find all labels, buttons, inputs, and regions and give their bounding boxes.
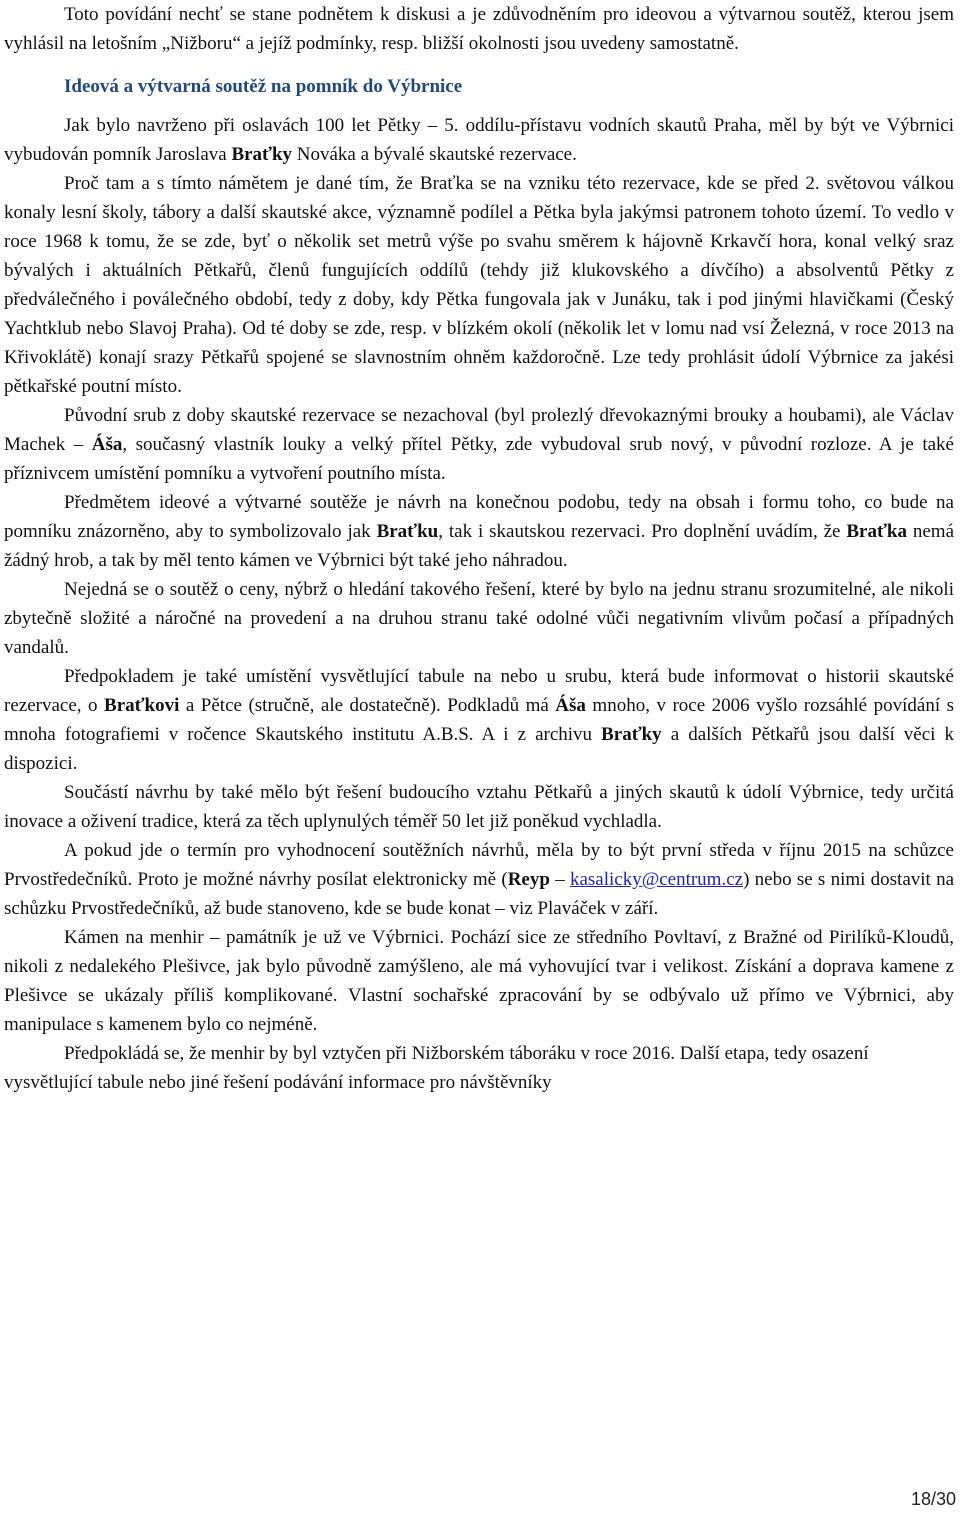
bold-name-bratku: Braťku [376, 521, 439, 542]
paragraph-4-text-c: , tak i skautskou rezervaci. Pro doplnění uvádím, že [438, 521, 847, 542]
paragraph-4-text-e: nemá žádný hrob, a tak by měl tento kámen ve Výbrnici být také jeho náhradou. [4, 521, 954, 571]
page-number: 18/30 [910, 1489, 956, 1509]
paragraph-7: Součástí návrhu by také mělo být řešení budoucího vztahu Pětkařů a jiných skautů k údolí Výbrnice, tedy určitá inovace a oživení tradice, která za těch uplynulých téměř 50 let již poněkud vychladla. [4, 782, 954, 832]
paragraph-8 [4, 836, 954, 923]
paragraph-1 [4, 111, 954, 169]
bold-name-bratkovi: Braťkovi [104, 695, 180, 716]
paragraph-8-text-a: A pokud jde o termín pro vyhodnocení soutěžních návrhů, měla by to být první středa v říjnu 2015 na schůzce Prvostředečníků. Proto je možné návrhy posílat elektronicky mě ( [4, 840, 954, 890]
paragraph-4-text-a: Předmětem ideové a výtvarné soutěže je návrh na konečnou podobu, tedy na obsah i formu toho, co bude na pomníku znázorněno, aby to symbolizovalo jak [4, 492, 954, 542]
document-page [4, 0, 954, 1097]
paragraph-3-text-c: , současný vlastník louky a velký přítel Pětky, zde vybudoval srub nový, v původní rozloze. A je také příznivcem umístění pomníku a vytvoření poutního místa. [4, 434, 954, 484]
bold-name-asa-2: Áša [555, 695, 586, 716]
paragraph-6-text-a: Předpokladem je také umístění vysvětlující tabule na nebo u srubu, která bude informovat o historii skautské rezervace, o [4, 666, 954, 716]
bold-name-bratka: Braťky [231, 144, 293, 165]
paragraph-2: Proč tam a s tímto námětem je dané tím, že Braťka se na vzniku této rezervace, kde se před 2. světovou válkou konaly lesní školy, tábory a další skautské akce, významně podílel a Pětka byla jakýmsi patronem tohoto území. To vedlo v roce 1968 k tomu, že se zde, byť o několik set metrů výše po svahu směrem k hájovně Krkavčí hora, konal velký sraz bývalých i aktuálních Pětkařů, členů fungujících oddílů (tehdy již klukovského a dívčího) a absolventů Pětky z předválečného i poválečného období, tedy z doby, kdy Pětka fungovala jak v Junáku, tak i pod jinými hlavičkami (Český Yachtklub nebo Slavoj Praha). Od té doby se zde, resp. v blízkém okolí (několik let v lomu nad vsí Železná, v roce 2013 na Křivoklátě) konají srazy Pětkařů spojené se slavnostním ohněm každoročně. Lze tedy prohlásit údolí Výbrnice za jakési pětkařské poutní místo. [4, 173, 954, 397]
email-link[interactable]: kasalicky@centrum.cz [569, 869, 744, 890]
intro-text: Toto povídání nechť se stane podnětem k diskusi a je zdůvodněním pro ideovou a výtvarnou soutěž, kterou jsem vyhlásil na letošním „Nižboru“ a jejíž podmínky, resp. bližší okolnosti jsou uvedeny samostatně. [4, 4, 954, 54]
paragraph-3 [4, 401, 954, 488]
paragraph-1-text-a: Jak bylo navrženo při oslavách 100 let Pětky – 5. oddílu-přístavu vodních skautů Praha, měl by být ve Výbrnici vybudován pomník Jaroslava [4, 115, 954, 165]
paragraph-6-text-g: a dalších Pětkařů jsou další věci k dispozici. [4, 724, 954, 774]
bold-name-reyp: Reyp [507, 869, 550, 890]
paragraph-4 [4, 488, 954, 575]
paragraph-8-dash: – [549, 869, 570, 890]
paragraph-6 [4, 662, 954, 778]
paragraph-5: Nejedná se o soutěž o ceny, nýbrž o hledání takového řešení, které by bylo na jednu stranu srozumitelné, ale nikoli zbytečně složité a náročné na provedení a na druhou stranu také odolné vůči negativním vlivům počasí a případných vandalů. [4, 579, 954, 658]
paragraph-10: Předpokládá se, že menhir by byl vztyčen při Nižborském táboráku v roce 2016. Další etapa, tedy osazení vysvětlující tabule nebo jiné řešení podávání informace pro návštěvníky [4, 1043, 869, 1093]
intro-paragraph [4, 0, 954, 58]
section-heading: Ideová a výtvarná soutěž na pomník do Výbrnice [64, 76, 463, 97]
bold-name-asa: Áša [91, 434, 123, 455]
paragraph-6-text-c: a Pětce (stručně, ale dostatečně). Podkladů má [179, 695, 556, 716]
paragraph-1-text-c: Nováka a bývalé skautské rezervace. [292, 144, 577, 165]
paragraph-3-text-a: Původní srub z doby skautské rezervace se nezachoval (byl prolezlý dřevokaznými brouky a houbami), ale Václav Machek – [4, 405, 954, 455]
paragraph-9: Kámen na menhir – památník je už ve Výbrnici. Pochází sice ze středního Povltaví, z Bražné od Pirilíků-Kloudů, nikoli z nedalekého Plešivce, jak bylo původně zamýšleno, ale má vyhovující tvar i velikost. Získání a doprava kamene z Plešivce se ukázaly příliš komplikované. Vlastní sochařské zpracování by se odbývalo už přímo ve Výbrnici, aby manipulace s kamenem bylo co nejméně. [4, 927, 954, 1035]
bold-name-bratka-2: Braťka [846, 521, 907, 542]
paragraph-8-text-d: ) nebo se s nimi dostavit na schůzku Prvostředečníků, až bude stanoveno, kde se bude konat – viz Plaváček v září. [4, 869, 955, 919]
bold-name-bratky: Braťky [601, 724, 662, 745]
paragraph-6-text-e: mnoho, v roce 2006 vyšlo rozsáhlé povídání s mnoha fotografiemi v ročence Skautského institutu A.B.S. A i z archivu [4, 695, 954, 745]
